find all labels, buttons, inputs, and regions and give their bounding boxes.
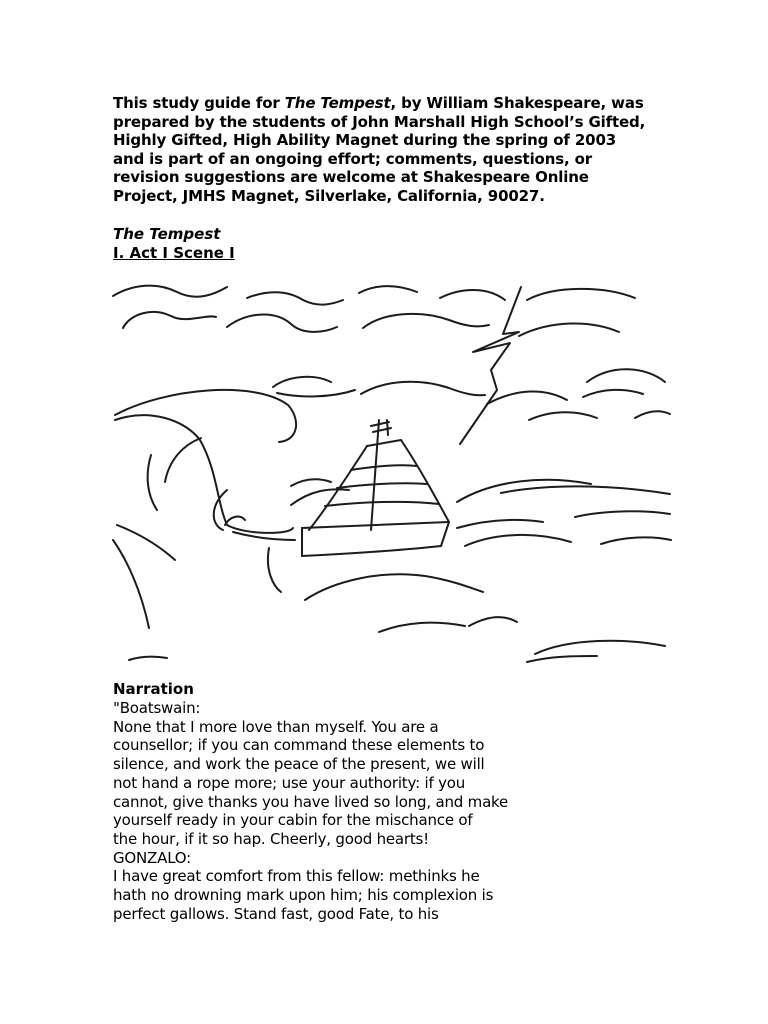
passage-line: silence, and work the peace of the present, we will xyxy=(113,755,485,774)
passage-line: I have great comfort from this fellow: methinks he xyxy=(113,867,480,886)
passage-line: hath no drowning mark upon him; his complexion is xyxy=(113,886,494,905)
intro-line: and is part of an ongoing effort; comments, questions, or xyxy=(113,149,593,168)
passage-line: counsellor; if you can command these elements to xyxy=(113,736,485,755)
speaker-name: GONZALO: xyxy=(113,848,192,867)
intro-line: revision suggestions are welcome at Shakespeare Online xyxy=(113,168,589,187)
intro-line: Project, JMHS Magnet, Silverlake, California, 90027. xyxy=(113,186,545,205)
passage-line: the hour, if it so hap. Cheerly, good hearts! xyxy=(113,829,429,848)
document-title: The Tempest xyxy=(113,225,221,243)
storm-ship-sketch-icon xyxy=(105,270,680,670)
intro-line: prepared by the students of John Marshall High School’s Gifted, xyxy=(113,112,646,131)
passage-line: perfect gallows. Stand fast, good Fate, to his xyxy=(113,904,439,923)
narration-heading: Narration xyxy=(113,680,194,698)
passage-line: cannot, give thanks you have lived so long, and make xyxy=(113,792,509,811)
intro-line: Highly Gifted, High Ability Magnet during the spring of 2003 xyxy=(113,131,617,150)
scene-heading: I. Act I Scene I xyxy=(113,244,235,262)
intro-paragraph xyxy=(113,94,658,206)
narration-passage xyxy=(113,699,553,923)
intro-play-title: The Tempest xyxy=(284,94,391,112)
intro-text: , by William Shakespeare, was xyxy=(390,94,644,112)
passage-line: "Boatswain: xyxy=(113,699,201,717)
passage-line: not hand a rope more; use your authority: if you xyxy=(113,773,466,792)
intro-line xyxy=(113,94,658,113)
passage-line: yourself ready in your cabin for the mischance of xyxy=(113,811,473,830)
passage-line: None that I more love than myself. You are a xyxy=(113,717,439,736)
intro-text: This study guide for xyxy=(113,94,285,112)
